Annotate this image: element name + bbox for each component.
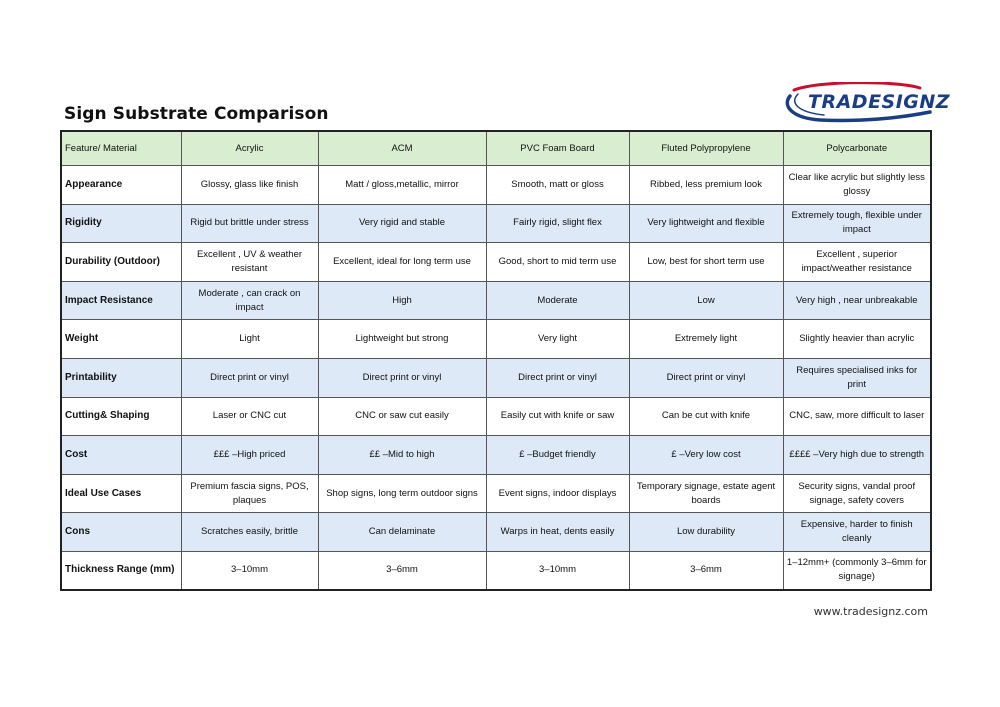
table-cell: Excellent, ideal for long term use [318, 243, 486, 282]
table-cell: Ribbed, less premium look [629, 166, 783, 205]
header-acm: ACM [318, 131, 486, 166]
table-cell: Excellent , UV & weather resistant [181, 243, 318, 282]
table-cell: Slightly heavier than acrylic [783, 320, 931, 359]
table-cell: £ –Budget friendly [486, 436, 629, 475]
table-cell: Very light [486, 320, 629, 359]
table-row [61, 474, 931, 513]
table-cell: Fairly rigid, slight flex [486, 204, 629, 243]
table-cell: Moderate , can crack on impact [181, 281, 318, 320]
table-cell: Warps in heat, dents easily [486, 513, 629, 552]
header-acrylic: Acrylic [181, 131, 318, 166]
table-cell: Laser or CNC cut [181, 397, 318, 436]
row-label: Weight [61, 320, 181, 359]
table-cell: Excellent , superior impact/weather resistance [783, 243, 931, 282]
table-cell: Clear like acrylic but slightly less glossy [783, 166, 931, 205]
table-cell: Expensive, harder to finish cleanly [783, 513, 931, 552]
table-cell: £ –Very low cost [629, 436, 783, 475]
table-cell: CNC or saw cut easily [318, 397, 486, 436]
table-cell: £££ –High priced [181, 436, 318, 475]
table-cell: Scratches easily, brittle [181, 513, 318, 552]
table-cell: Rigid but brittle under stress [181, 204, 318, 243]
table-cell: Direct print or vinyl [318, 358, 486, 397]
table-row [61, 358, 931, 397]
row-label: Ideal Use Cases [61, 474, 181, 513]
table-cell: Low durability [629, 513, 783, 552]
table-cell: ££££ –Very high due to strength [783, 436, 931, 475]
header-fluted-polypropylene: Fluted Polypropylene [629, 131, 783, 166]
comparison-table [60, 130, 932, 591]
table-body [61, 166, 931, 591]
table-cell: Moderate [486, 281, 629, 320]
table-cell: Direct print or vinyl [181, 358, 318, 397]
page-title: Sign Substrate Comparison [64, 104, 329, 124]
table-cell: CNC, saw, more difficult to laser [783, 397, 931, 436]
row-label: Durability (Outdoor) [61, 243, 181, 282]
table-row [61, 166, 931, 205]
table-cell: Direct print or vinyl [486, 358, 629, 397]
table-cell: Requires specialised inks for print [783, 358, 931, 397]
table-cell: Can delaminate [318, 513, 486, 552]
row-label: Printability [61, 358, 181, 397]
table-cell: Light [181, 320, 318, 359]
table-cell: 1–12mm+ (commonly 3–6mm for signage) [783, 551, 931, 590]
table-cell: ££ –Mid to high [318, 436, 486, 475]
table-cell: Can be cut with knife [629, 397, 783, 436]
row-label: Appearance [61, 166, 181, 205]
table-cell: Security signs, vandal proof signage, safety covers [783, 474, 931, 513]
row-label: Impact Resistance [61, 281, 181, 320]
table-cell: Extremely light [629, 320, 783, 359]
table-row [61, 436, 931, 475]
tradesignz-logo [780, 82, 951, 124]
footer-website-link[interactable]: www.tradesignz.com [813, 605, 928, 618]
table-cell: 3–6mm [629, 551, 783, 590]
table-row [61, 551, 931, 590]
table-cell: Shop signs, long term outdoor signs [318, 474, 486, 513]
table-cell: Matt / gloss,metallic, mirror [318, 166, 486, 205]
table-cell: Low [629, 281, 783, 320]
table-cell: Extremely tough, flexible under impact [783, 204, 931, 243]
row-label: Rigidity [61, 204, 181, 243]
table-row [61, 513, 931, 552]
table-cell: 3–10mm [486, 551, 629, 590]
row-label: Cons [61, 513, 181, 552]
table-row [61, 204, 931, 243]
table-cell: Good, short to mid term use [486, 243, 629, 282]
row-label: Thickness Range (mm) [61, 551, 181, 590]
header-polycarbonate: Polycarbonate [783, 131, 931, 166]
table-header-row [61, 131, 931, 166]
table-cell: Smooth, matt or gloss [486, 166, 629, 205]
table-cell: Direct print or vinyl [629, 358, 783, 397]
header-pvc-foam-board: PVC Foam Board [486, 131, 629, 166]
table-cell: Very lightweight and flexible [629, 204, 783, 243]
table-cell: Very high , near unbreakable [783, 281, 931, 320]
table-cell: Easily cut with knife or saw [486, 397, 629, 436]
table-cell: Temporary signage, estate agent boards [629, 474, 783, 513]
row-label: Cost [61, 436, 181, 475]
logo-wordmark: TRADESIGNZ [808, 91, 951, 113]
row-label: Cutting& Shaping [61, 397, 181, 436]
table-cell: 3–10mm [181, 551, 318, 590]
table-cell: Low, best for short term use [629, 243, 783, 282]
header-feature: Feature/ Material [61, 131, 181, 166]
table-cell: High [318, 281, 486, 320]
table-cell: Lightweight but strong [318, 320, 486, 359]
table-cell: Event signs, indoor displays [486, 474, 629, 513]
table-row [61, 397, 931, 436]
table-row [61, 281, 931, 320]
table-row [61, 243, 931, 282]
table-cell: 3–6mm [318, 551, 486, 590]
table-row [61, 320, 931, 359]
table-cell: Premium fascia signs, POS, plaques [181, 474, 318, 513]
table-cell: Very rigid and stable [318, 204, 486, 243]
table-cell: Glossy, glass like finish [181, 166, 318, 205]
